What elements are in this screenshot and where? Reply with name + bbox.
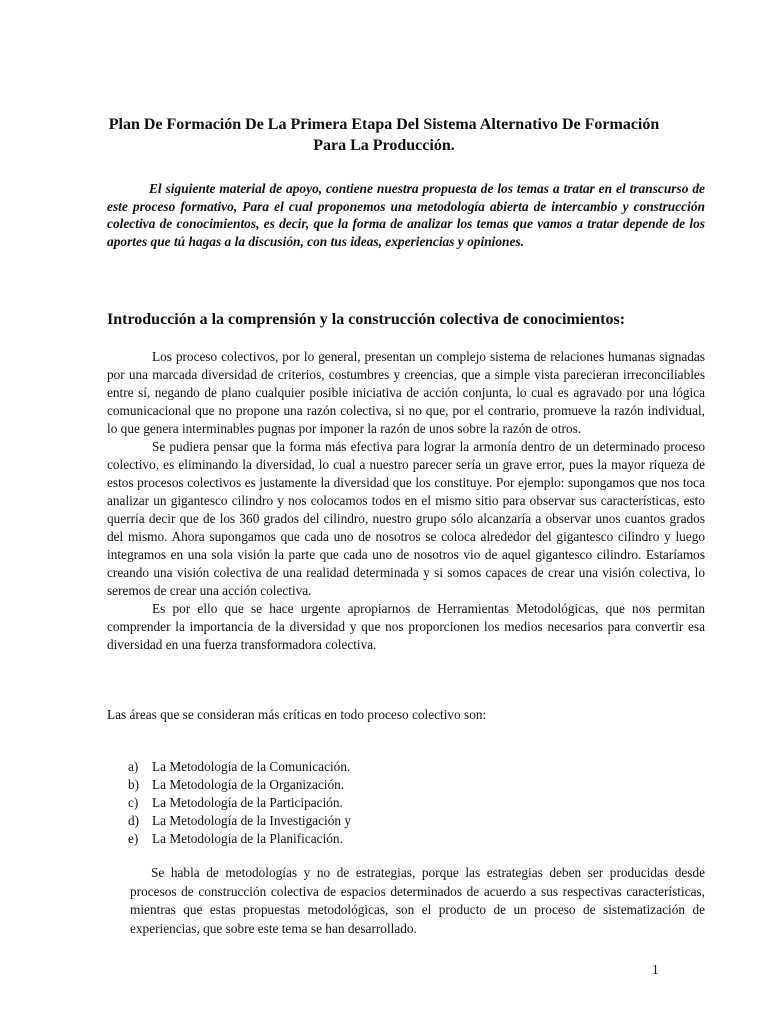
list-marker: e) [128, 831, 139, 846]
list-item-text: La Metodología de la Planificación. [152, 831, 343, 846]
list-item-text: La Metodología de la Participación. [152, 795, 343, 810]
section-heading: Introducción a la comprensión y la construcción colectiva de conocimientos: [107, 311, 626, 328]
list-item-text: La Metodología de la Comunicación. [152, 759, 351, 774]
closing-paragraph: Se habla de metodologías y no de estrategias, porque las estrategias deben ser producidas desde procesos de construcción colectiva de espacios determinados de acuerdo a sus respectivas características, mientras que estas propuestas metodológicas, son el producto de un proceso de sistematización de experiencias, que sobre este tema se han desarrollado. [130, 865, 705, 936]
body-paragraph-3: Es por ello que se hace urgente apropiarnos de Herramientas Metodológicas, que nos permitan comprender la importancia de la diversidad y que nos proporcionen los medios necesarios para convertir esa diversidad en una fuerza transformadora colectiva. [107, 601, 705, 652]
list-item-text: La Metodología de la Organización. [152, 777, 345, 792]
list-item-text: La Metodología de la Investigación y [152, 813, 352, 828]
page-number: 1 [652, 962, 659, 977]
list-marker: c) [128, 795, 139, 810]
list-marker: b) [128, 777, 140, 792]
areas-list [128, 758, 351, 848]
body-paragraph-1: Los proceso colectivos, por lo general, presentan un complejo sistema de relaciones humanas signadas por una marcada diversidad de criterios, costumbres y creencias, que a simple vista parecieran irreconciliables entre sí, negando de plano cualquier posible iniciativa de acción conjunta, lo cual es agravado por una lógica comunicacional que no propone una razón colectiva, si no que, por el contrario, promueve la razón individual, lo que genera interminables pugnas por imponer la razón de unos sobre la razón de otros. [107, 349, 705, 436]
list-marker: a) [128, 759, 139, 774]
document-title: Plan De Formación De La Primera Etapa Del Sistema Alternativo De Formación Para La Producción. [108, 116, 660, 154]
areas-intro: Las áreas que se consideran más críticas en todo proceso colectivo son: [107, 707, 487, 722]
list-item [128, 830, 351, 848]
list-item [128, 758, 351, 776]
body-paragraph-2: Se pudiera pensar que la forma más efectiva para lograr la armonía dentro de un determinado proceso colectivo, es eliminando la diversidad, lo cual a nuestro parecer sería un grave error, pues la mayor riqueza de estos procesos colectivos es justamente la diversidad que los constituye. Por ejemplo: supongamos que nos toca analizar un gigantesco cilindro y nos colocamos todos en el mismo sitio para observar sus características, esto querría decir que de los 360 grados del cilindro, nuestro grupo sólo alcanzaría a observar unos cuantos grados del mismo. Ahora supongamos que cada uno de nosotros se coloca alrededor del gigantesco cilindro y luego integramos en una sola visión la parte que cada uno de nosotros vio de aquel gigantesco cilindro. Estaríamos creando una visión colectiva de una realidad determinada y si somos capaces de crear una visión colectiva, lo seremos de crear una acción colectiva. [107, 439, 705, 598]
list-item [128, 794, 351, 812]
intro-paragraph: El siguiente material de apoyo, contiene nuestra propuesta de los temas a tratar en el transcurso de este proceso formativo, Para el cual proponemos una metodología abierta de intercambio y construcción colectiva de conocimientos, es decir, que la forma de analizar los temas que vamos a tratar depende de los aportes que tú hagas a la discusión, con tus ideas, experiencias y opiniones. [107, 181, 705, 249]
body-paragraphs [107, 348, 705, 654]
list-item [128, 812, 351, 830]
list-item [128, 776, 351, 794]
list-marker: d) [128, 813, 140, 828]
